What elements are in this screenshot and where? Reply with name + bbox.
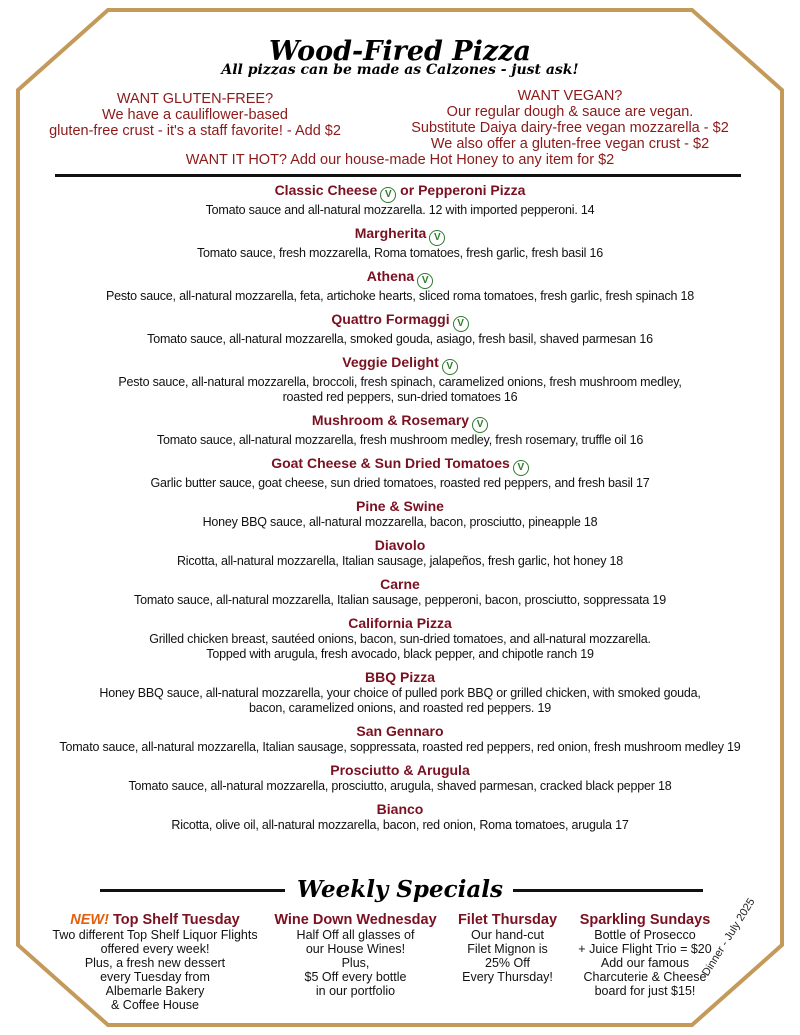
menu-item [40,537,760,569]
divider [513,889,703,892]
gluten-free-line: gluten-free crust - it's a staff favorite! - Add $2 [49,123,341,139]
menu-item-name: California Pizza [348,615,452,631]
menu-item-name: San Gennaro [356,723,444,739]
menu-item [40,498,760,530]
menu-item-name: Classic Cheese [274,182,378,198]
menu-item-desc: Pesto sauce, all-natural mozzarella, feta, artichoke hearts, sliced roma tomatoes, fresh garlic, fresh spinach 18 [105,289,695,303]
vegan-note [370,88,770,152]
menu-item-name: Pine & Swine [356,498,444,514]
vegan-line: Our regular dough & sauce are vegan. [446,104,694,120]
menu-item [40,723,760,755]
menu-item-desc: Tomato sauce, all-natural mozzarella, fresh mushroom medley, fresh rosemary, truffle oil 16 [156,433,644,447]
menu-item-desc: Ricotta, all-natural mozzarella, Italian sausage, jalapeños, fresh garlic, hot honey 18 [176,554,624,568]
menu-item-name: BBQ Pizza [364,669,435,685]
vegetarian-icon: V [472,417,488,433]
menu-item-desc: Tomato sauce, all-natural mozzarella, smoked gouda, asiago, fresh basil, shaved parmesan 16 [147,332,653,346]
menu-date: Dinner - July 2025 [700,896,758,979]
menu-item [40,182,760,218]
menu-item-desc: Tomato sauce, all-natural mozzarella, Italian sausage, pepperoni, bacon, prosciutto, soppressata 19 [134,593,666,607]
vegan-line: Substitute Daiya dairy-free vegan mozzarella - $2 [411,120,729,136]
menu-item-desc: Grilled chicken breast, sautéed onions, bacon, sun-dried tomatoes, and all-natural mozzarella. Topped with arugula, fresh avocado, black pepper, and chipotle ranch 19 [149,632,651,661]
menu-item [40,354,760,405]
special-desc: Two different Top Shelf Liquor Flights offered every week! Plus, a fresh new dessert every Tuesday from Albemarle Bakery & Coffee House [52,928,258,1012]
special-desc: Half Off all glasses of our House Wines! Plus, $5 Off every bottle in our portfolio [296,928,415,998]
menu-item-name: Quattro Formaggi [331,311,450,327]
menu-item-desc: Ricotta, olive oil, all-natural mozzarella, bacon, red onion, Roma tomatoes, arugula 17 [171,818,629,832]
menu-item [40,268,760,304]
menu-item-desc: Garlic butter sauce, goat cheese, sun dried tomatoes, roasted red peppers, and fresh basil 17 [150,476,650,490]
special-name: Filet Thursday [457,912,558,928]
specials-header [0,872,800,906]
special-name: Sparkling Sundays [579,912,711,928]
special-wine-down-wednesday [268,912,443,998]
menu-item-name-suffix: or Pepperoni Pizza [396,182,526,198]
menu-item-desc: Pesto sauce, all-natural mozzarella, broccoli, fresh spinach, caramelized onions, fresh mushroom medley, roasted red peppers, sun-dried tomatoes 16 [118,375,682,404]
menu-item [40,311,760,347]
vegan-heading: WANT VEGAN? [517,88,623,104]
page-subtitle: All pizzas can be made as Calzones - just ask! [221,62,579,78]
pizza-menu [40,182,760,840]
menu-item-name: Margherita [354,225,427,241]
special-name: Top Shelf Tuesday [112,912,240,928]
menu-item [40,455,760,491]
vegetarian-icon: V [442,359,458,375]
menu-item-name: Diavolo [374,537,426,553]
specials-title: Weekly Specials [297,876,503,903]
special-name: Wine Down Wednesday [274,912,437,928]
menu-item-desc: Tomato sauce, all-natural mozzarella, prosciutto, arugula, shaved parmesan, cracked black pepper 18 [128,779,672,793]
menu-item [40,576,760,608]
menu-item [40,225,760,261]
menu-item-name: Veggie Delight [342,354,439,370]
vegetarian-icon: V [513,460,529,476]
hot-honey-note: WANT IT HOT? Add our house-made Hot Honey to any item for $2 [185,152,615,168]
gluten-free-note [30,91,360,139]
menu-item-name: Athena [366,268,415,284]
vegetarian-icon: V [429,230,445,246]
menu-item-name: Prosciutto & Arugula [330,762,470,778]
new-badge: NEW! [70,912,109,928]
gluten-free-line: We have a cauliflower-based [102,107,288,123]
menu-item [40,801,760,833]
gluten-free-heading: WANT GLUTEN-FREE? [116,91,274,107]
menu-item-desc: Tomato sauce and all-natural mozzarella. 12 with imported pepperoni. 14 [205,203,595,217]
special-desc: Bottle of Prosecco + Juice Flight Trio = $20 Add our famous Charcuterie & Cheese board for just $15! [578,928,712,998]
menu-item [40,615,760,662]
vegetarian-icon: V [453,316,469,332]
menu-item-desc: Honey BBQ sauce, all-natural mozzarella, your choice of pulled pork BBQ or grilled chicken, with smoked gouda, bacon, caramelized onions, and roasted red peppers. 19 [99,686,701,715]
divider [55,174,741,177]
menu-item-name: Goat Cheese & Sun Dried Tomatoes [271,455,510,471]
vegan-line: We also offer a gluten-free vegan crust - $2 [430,136,710,152]
special-top-shelf-tuesday [50,912,260,1012]
page-title: Wood-Fired Pizza [268,36,532,67]
menu-item [40,762,760,794]
menu-item-name: Carne [380,576,420,592]
menu-item [40,412,760,448]
menu-item-desc: Tomato sauce, all-natural mozzarella, Italian sausage, soppressata, roasted red peppers, red onion, fresh mushroom medley 19 [59,740,741,754]
menu-item-name: Bianco [376,801,424,817]
menu-item-name: Mushroom & Rosemary [311,412,470,428]
vegetarian-icon: V [380,187,396,203]
menu-item-desc: Tomato sauce, fresh mozzarella, Roma tomatoes, fresh garlic, fresh basil 16 [196,246,603,260]
menu-item-desc: Honey BBQ sauce, all-natural mozzarella, bacon, prosciutto, pineapple 18 [202,515,598,529]
special-desc: Our hand-cut Filet Mignon is 25% Off Every Thursday! [462,928,553,984]
special-sparkling-sundays [570,912,720,998]
vegetarian-icon: V [417,273,433,289]
menu-item [40,669,760,716]
special-filet-thursday [450,912,565,984]
